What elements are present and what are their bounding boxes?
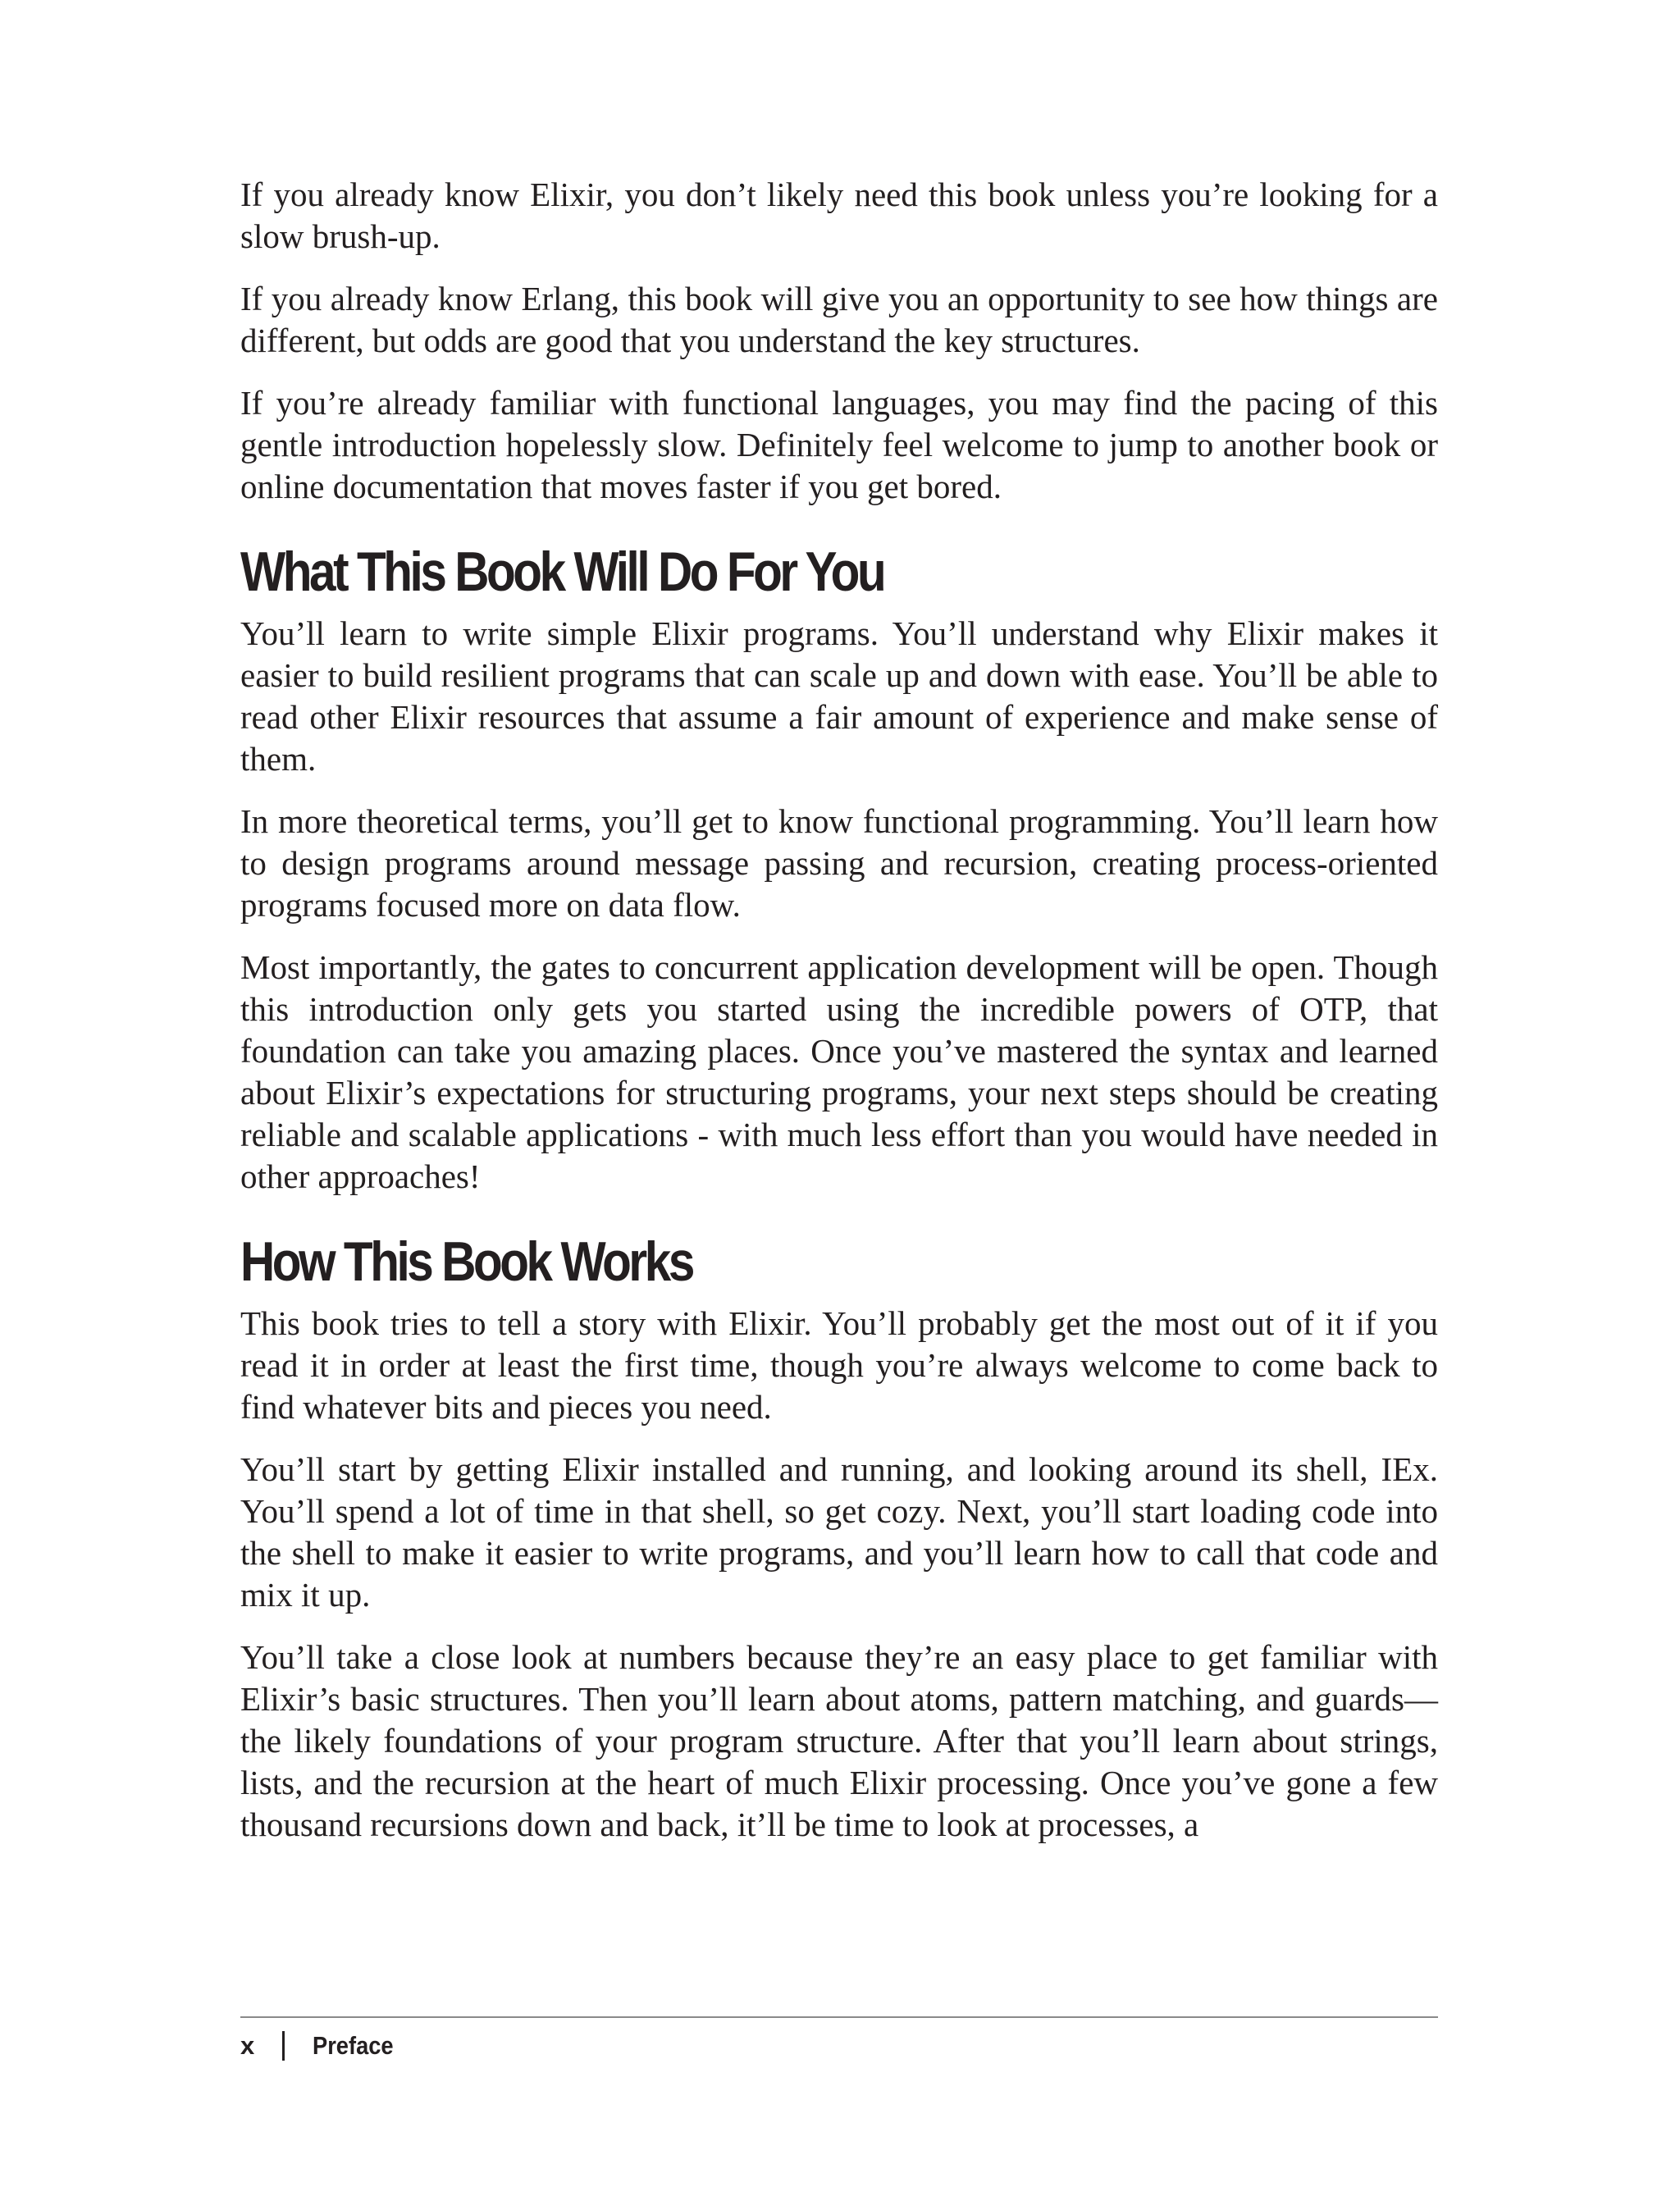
- body-paragraph: If you already know Erlang, this book will give you an opportunity to see how things are different, but odds are good that you understand the key structures.: [240, 280, 1438, 359]
- body-paragraph: You’ll start by getting Elixir installed and running, and looking around its shell, IEx. You’ll spend a lot of time in that shell, so get cozy. Next, you’ll start loading code into the shell to make it easier to write programs, and you’ll learn how to call that code and mix it up.: [240, 1450, 1438, 1614]
- page-footer: [240, 2028, 404, 2064]
- body-paragraph: This book tries to tell a story with Elixir. You’ll probably get the most out of it if you read it in order at least the first time, though you’re always welcome to come back to find whatever bits and pieces you need.: [240, 1304, 1438, 1426]
- body-paragraph: Most importantly, the gates to concurrent application development will be open. Though this introduction only gets you started using the incredible powers of OTP, that foundation can take you amazing places. Once you’ve mastered the syntax and learned about Elixir’s expectations for structuring programs, your next steps should be creating reliable and scalable applications - with much less effort than you would have needed in other approaches!: [240, 948, 1438, 1195]
- footer-divider: [240, 2016, 1438, 2018]
- section-heading-what-this-book-will-do: What This Book Will Do For You: [240, 541, 884, 603]
- page-number: x: [240, 2031, 255, 2060]
- footer-separator: [282, 2031, 285, 2061]
- body-paragraph: If you’re already familiar with functional languages, you may find the pacing of this gentle introduction hopelessly slow. Definitely feel welcome to jump to another book or online documentation that moves faster if you get bored.: [240, 384, 1438, 505]
- section-heading-how-this-book-works: How This Book Works: [240, 1230, 692, 1293]
- page-content: [240, 174, 1438, 1866]
- body-paragraph: In more theoretical terms, you’ll get to know functional programming. You’ll learn how to design programs around message passing and recursion, creating process-oriented programs focused more on data flow.: [240, 802, 1438, 924]
- body-paragraph: You’ll take a close look at numbers because they’re an easy place to get familiar with Elixir’s basic structures. Then you’ll learn about atoms, pattern matching, and guards—the likely foundations of your program structure. After that you’ll learn about strings, lists, and the recursion at the heart of much Elixir processing. Once you’ve gone a few thousand recursions down and back, it’ll be time to look at processes, a: [240, 1638, 1438, 1843]
- body-paragraph: If you already know Elixir, you don’t likely need this book unless you’re looking for a slow brush-up.: [240, 176, 1438, 255]
- body-paragraph: You’ll learn to write simple Elixir programs. You’ll understand why Elixir makes it easier to build resilient programs that can scale up and down with ease. You’ll be able to read other Elixir resources that assume a fair amount of experience and make sense of them.: [240, 614, 1438, 778]
- footer-section-name: Preface: [313, 2031, 394, 2060]
